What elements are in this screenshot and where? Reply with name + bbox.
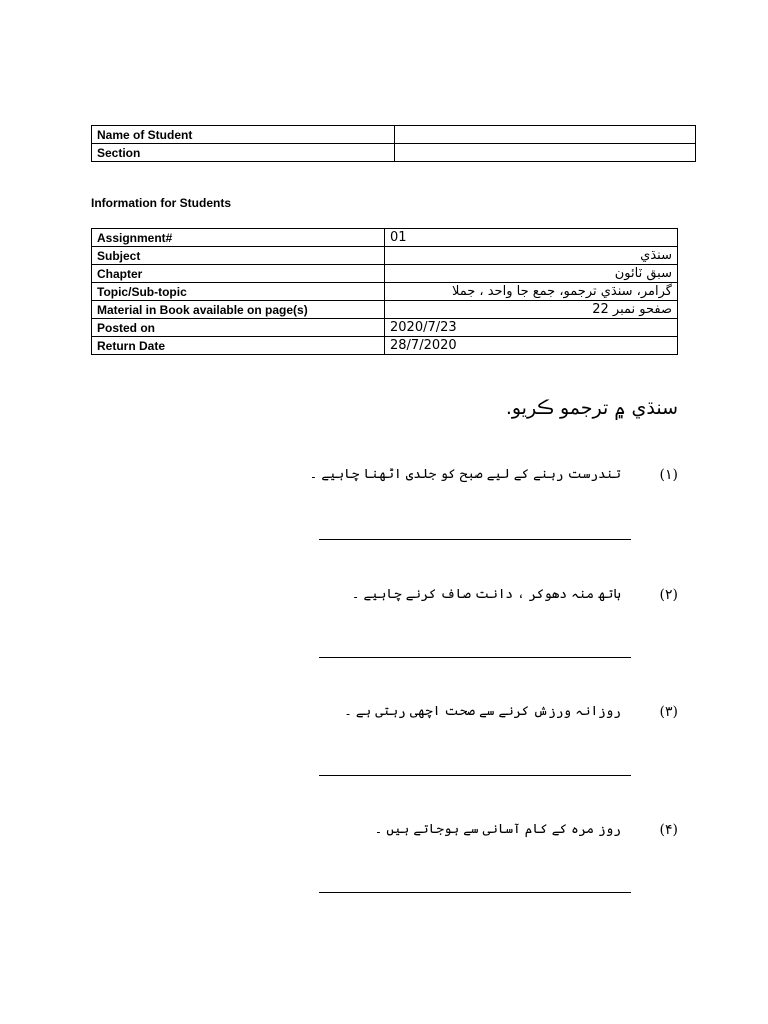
table-row [92, 144, 696, 162]
table-row [92, 265, 678, 283]
question-text: روزانہ ورزش کرنے سے صحت اچھی رہتی ہے ۔ [344, 704, 621, 719]
material-label: Material in Book available on page(s) [92, 301, 385, 319]
table-row [92, 301, 678, 319]
information-heading: Information for Students [91, 196, 231, 210]
assignment-info-table [91, 228, 678, 355]
table-row [92, 283, 678, 301]
table-row [92, 229, 678, 247]
table-row [92, 319, 678, 337]
question-number: (۳) [659, 704, 678, 720]
assignment-value: 01 [385, 229, 678, 247]
subject-label: Subject [92, 247, 385, 265]
section-label: Section [92, 144, 395, 162]
table-row [92, 337, 678, 355]
question-number: (۴) [659, 822, 678, 838]
question-text: ہاتھ منہ دھوکر ، دانت صاف کرنے چاہیے ۔ [351, 587, 621, 602]
answer-line[interactable] [319, 892, 631, 893]
chapter-value: سبق ٽائون [385, 265, 678, 283]
answer-line[interactable] [319, 539, 631, 540]
exercise-heading: سنڌي ۾ ترجمو ڪريو. [505, 397, 678, 419]
posted-on-label: Posted on [92, 319, 385, 337]
section-field[interactable] [395, 144, 696, 162]
student-info-table [91, 125, 696, 162]
posted-on-value: 2020/7/23 [385, 319, 678, 337]
topic-value: گرامر، سنڌي ترجمو، جمع جا واحد ، جملا [385, 283, 678, 301]
question-item [300, 587, 678, 611]
question-text: تندرست رہنے کے لیے صبح کو جلدی اٹھنا چاہیے ۔ [309, 467, 621, 482]
return-date-value: 28/7/2020 [385, 337, 678, 355]
question-item [300, 704, 678, 728]
name-of-student-field[interactable] [395, 126, 696, 144]
question-item [300, 822, 678, 846]
question-text: روز مرہ کے کام آسانی سے ہوجاتے ہیں ۔ [374, 822, 621, 837]
subject-value: سنڌي [385, 247, 678, 265]
answer-line[interactable] [319, 775, 631, 776]
question-number: (۲) [659, 587, 678, 603]
topic-label: Topic/Sub-topic [92, 283, 385, 301]
answer-line[interactable] [319, 657, 631, 658]
question-item [300, 467, 678, 491]
question-number: (۱) [659, 467, 678, 483]
return-date-label: Return Date [92, 337, 385, 355]
chapter-label: Chapter [92, 265, 385, 283]
table-row [92, 126, 696, 144]
table-row [92, 247, 678, 265]
material-value: صفحو نمبر 22 [385, 301, 678, 319]
assignment-label: Assignment# [92, 229, 385, 247]
name-of-student-label: Name of Student [92, 126, 395, 144]
